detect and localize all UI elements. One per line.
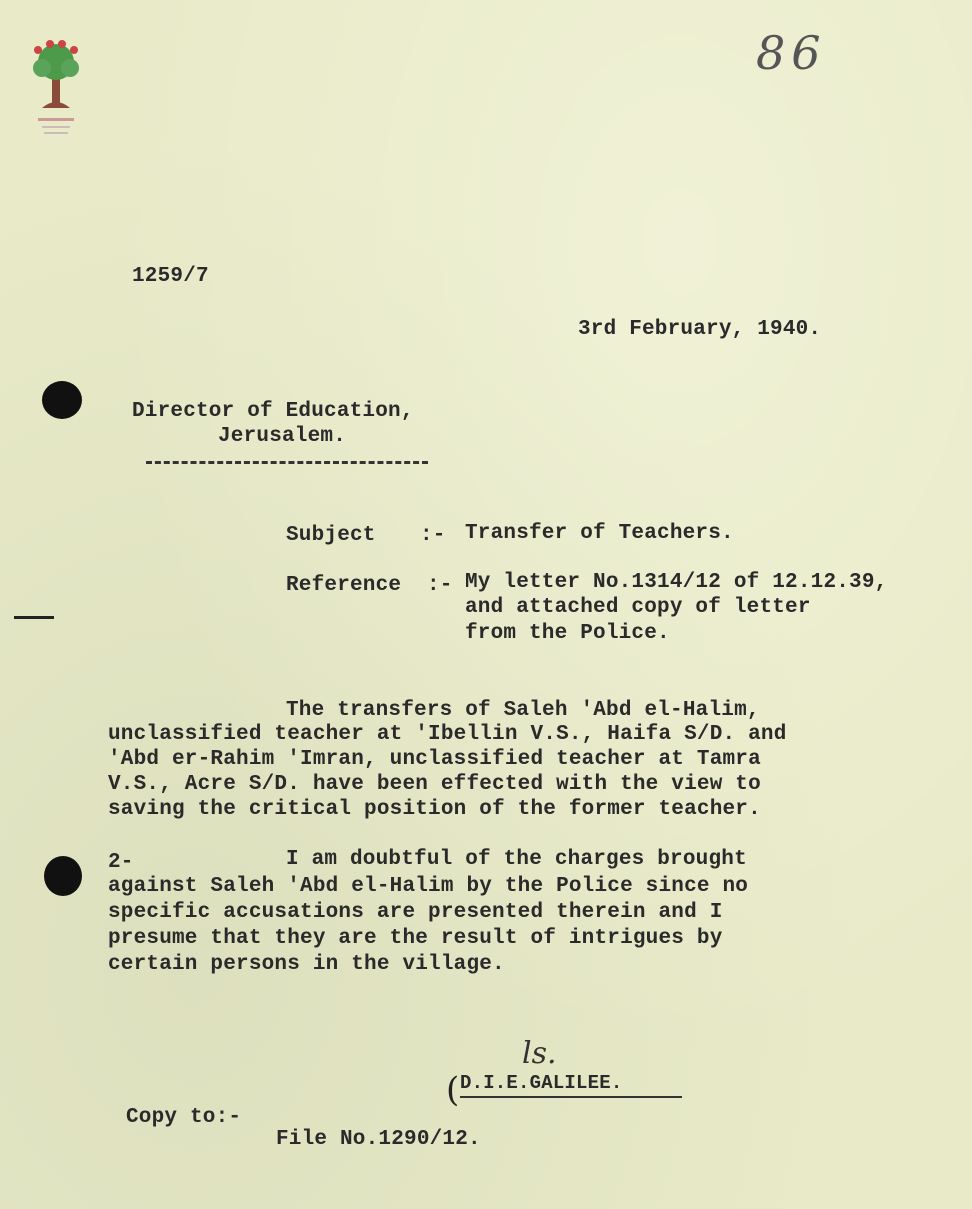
addressee-underline — [146, 461, 428, 464]
punch-hole-bottom — [44, 856, 82, 896]
paragraph-1-line-4: V.S., Acre S/D. have been effected with the view to — [108, 773, 761, 796]
copy-to-label: Copy to:- — [126, 1106, 242, 1129]
subject-text: Transfer of Teachers. — [465, 522, 734, 545]
signature-line — [460, 1096, 682, 1098]
archive-logo — [24, 36, 88, 146]
addressee-line-1: Director of Education, — [132, 400, 414, 423]
paragraph-1-line-5: saving the critical position of the former teacher. — [108, 798, 761, 821]
subject-label: Subject — [286, 524, 376, 547]
punch-hole-top — [42, 381, 82, 419]
handwritten-page-number: 86 — [756, 26, 827, 80]
file-reference: 1259/7 — [132, 265, 209, 288]
reference-line-2: and attached copy of letter — [465, 596, 811, 619]
paragraph-2-line-4: presume that they are the result of intrigues by — [108, 927, 723, 950]
subject-separator: :- — [420, 524, 446, 547]
paragraph-2-number: 2- — [108, 851, 134, 874]
reference-line-3: from the Police. — [465, 622, 670, 645]
reference-label: Reference — [286, 574, 402, 597]
paragraph-2-line-2: against Saleh 'Abd el-Halim by the Police since no — [108, 875, 749, 898]
reference-line-1: My letter No.1314/12 of 12.12.39, — [465, 571, 888, 594]
paragraph-2-line-1: I am doubtful of the charges brought — [286, 848, 747, 871]
signature-title: D.I.E.GALILEE. — [460, 1072, 623, 1094]
paragraph-1-line-2: unclassified teacher at 'Ibellin V.S., Haifa S/D. and — [108, 723, 787, 746]
copy-to-item: File No.1290/12. — [276, 1128, 481, 1151]
paragraph-1-line-1: The transfers of Saleh 'Abd el-Halim, — [286, 699, 760, 722]
paragraph-1-line-3: 'Abd er-Rahim 'Imran, unclassified teacher at Tamra — [108, 748, 761, 771]
paragraph-2-line-5: certain persons in the village. — [108, 953, 505, 976]
paragraph-2-line-3: specific accusations are presented therein and I — [108, 901, 723, 924]
letter-date: 3rd February, 1940. — [578, 318, 822, 341]
addressee-line-2: Jerusalem. — [218, 425, 347, 448]
margin-dash — [14, 616, 54, 619]
signature-bracket: ( — [446, 1070, 460, 1110]
handwritten-initials: ls. — [522, 1036, 557, 1071]
reference-separator: :- — [427, 574, 453, 597]
